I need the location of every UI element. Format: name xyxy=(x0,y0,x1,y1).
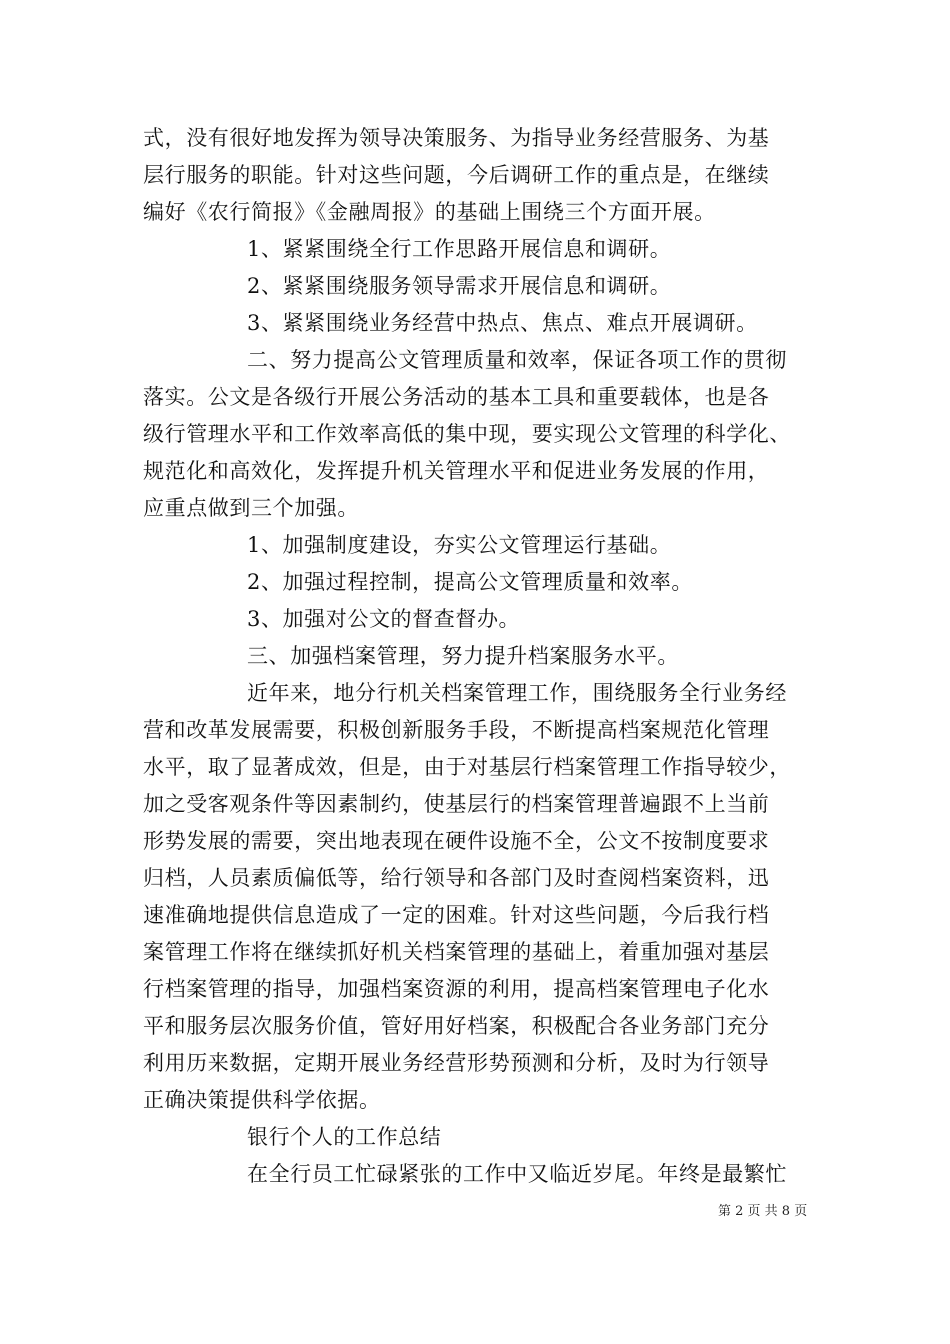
text-line: 案管理工作将在继续抓好机关档案管理的基础上，着重加强对基层 xyxy=(143,940,770,964)
text-line: 加之受客观条件等因素制约，使基层行的档案管理普遍跟不上当前 xyxy=(143,792,770,816)
list-item: 3、紧紧围绕业务经营中热点、焦点、难点开展调研。 xyxy=(247,311,758,335)
text-line: 级行管理水平和工作效率高低的集中现，要实现公文管理的科学化、 xyxy=(143,422,791,446)
document-title: 银行个人的工作总结 xyxy=(247,1125,442,1149)
text-line: 行档案管理的指导，加强档案资源的利用，提高档案管理电子化水 xyxy=(143,977,770,1001)
text-line: 式，没有很好地发挥为领导决策服务、为指导业务经营服务、为基 xyxy=(143,126,770,150)
list-item: 2、紧紧围绕服务领导需求开展信息和调研。 xyxy=(247,274,672,298)
text-line: 利用历来数据，定期开展业务经营形势预测和分析，及时为行领导 xyxy=(143,1051,770,1075)
section-heading: 二、努力提高公文管理质量和效率，保证各项工作的贯彻 xyxy=(247,348,787,372)
text-line: 水平，取了显著成效，但是，由于对基层行档案管理工作指导较少， xyxy=(143,755,791,779)
text-line: 归档，人员素质偏低等，给行领导和各部门及时查阅档案资料，迅 xyxy=(143,866,770,890)
list-item: 1、紧紧围绕全行工作思路开展信息和调研。 xyxy=(247,237,672,261)
text-line: 平和服务层次服务价值，管好用好档案，积极配合各业务部门充分 xyxy=(143,1014,770,1038)
text-line: 营和改革发展需要，积极创新服务手段，不断提高档案规范化管理 xyxy=(143,718,770,742)
text-line: 速准确地提供信息造成了一定的困难。针对这些问题，今后我行档 xyxy=(143,903,770,927)
list-item: 2、加强过程控制，提高公文管理质量和效率。 xyxy=(247,570,693,594)
text-line: 应重点做到三个加强。 xyxy=(143,496,359,520)
text-line: 形势发展的需要，突出地表现在硬件设施不全，公文不按制度要求 xyxy=(143,829,770,853)
text-line: 规范化和高效化，发挥提升机关管理水平和促进业务发展的作用， xyxy=(143,459,770,483)
text-line: 落实。公文是各级行开展公务活动的基本工具和重要载体，也是各 xyxy=(143,385,770,409)
text-line: 层行服务的职能。针对这些问题，今后调研工作的重点是，在继续 xyxy=(143,163,770,187)
text-line: 近年来，地分行机关档案管理工作，围绕服务全行业务经 xyxy=(247,681,787,705)
text-line: 编好《农行简报》《金融周报》的基础上围绕三个方面开展。 xyxy=(143,200,716,224)
text-line: 在全行员工忙碌紧张的工作中又临近岁尾。年终是最繁忙 xyxy=(247,1162,787,1186)
text-line: 正确决策提供科学依据。 xyxy=(143,1088,381,1112)
list-item: 1、加强制度建设，夯实公文管理运行基础。 xyxy=(247,533,672,557)
section-heading: 三、加强档案管理，努力提升档案服务水平。 xyxy=(247,644,679,668)
page-number: 第 2 页 共 8 页 xyxy=(718,1204,808,1219)
list-item: 3、加强对公文的督查督办。 xyxy=(247,607,521,631)
